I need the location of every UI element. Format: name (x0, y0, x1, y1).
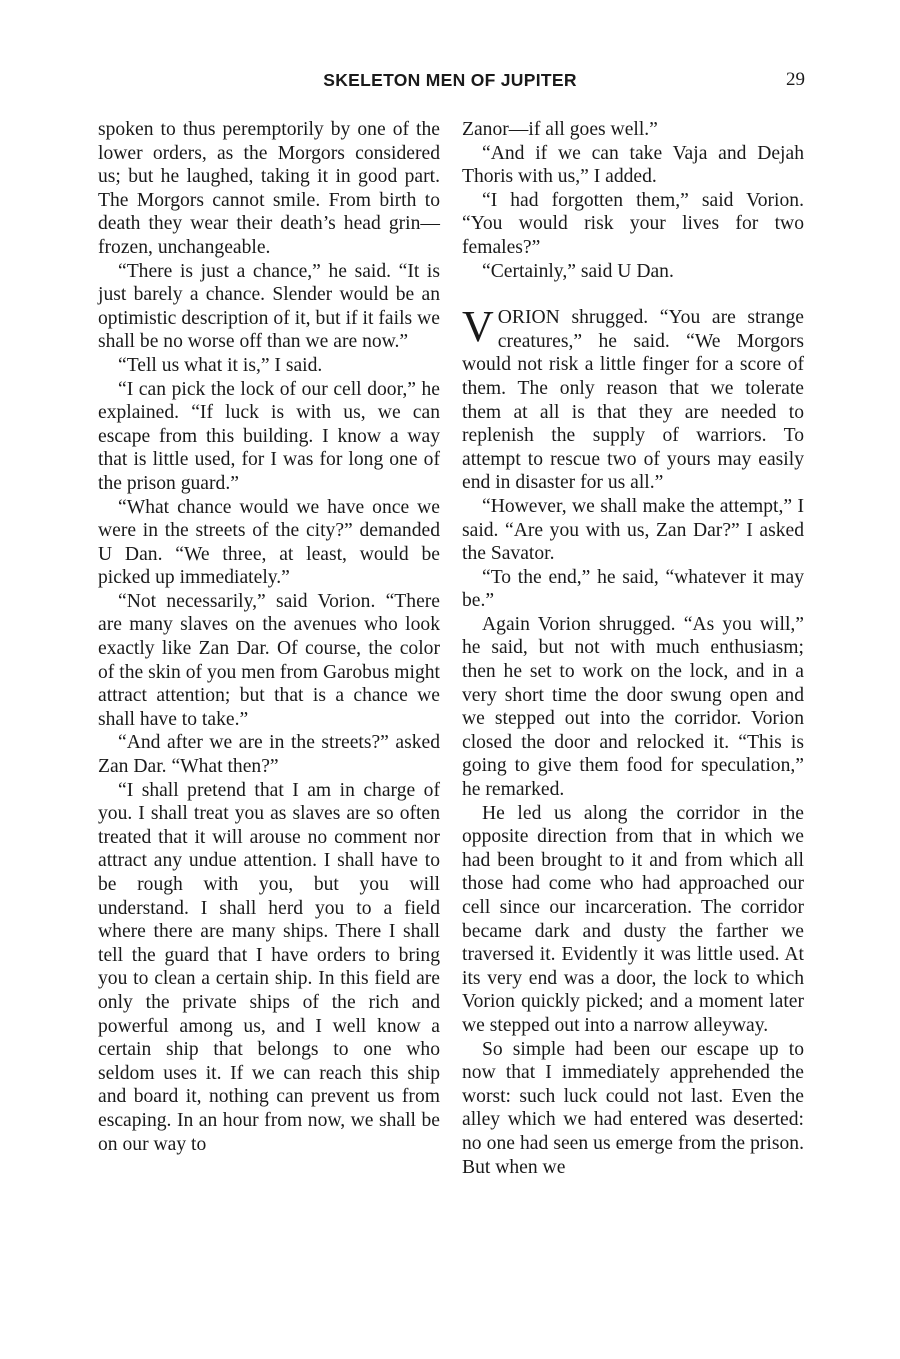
running-header-title: SKELETON MEN OF JUPITER (323, 70, 577, 90)
paragraph: He led us along the corridor in the opposite direction from that in which we had been brought to it and from which all those had come who had approached our cell since our incarceration. The corridor became dark and dusty the farther we traversed it. Evidently it was little used. At its very end was a door, the lock to which Vorion quickly picked; and a moment later we stepped out into a narrow alleyway. (462, 802, 804, 1036)
paragraph: “I had forgotten them,” said Vorion. “You would risk your lives for two females?” (462, 189, 804, 258)
section-opening-paragraph (462, 302, 804, 495)
paragraph: “And if we can take Vaja and Dejah Thoris with us,” I added. (462, 142, 804, 188)
drop-cap: V (462, 302, 494, 352)
paragraph: Again Vorion shrugged. “As you will,” he said, but not with much enthusiasm; then he set to work on the lock, and in a very short time the door swung open and we stepped out into the corridor. Vorion closed the door and relocked it. “This is going to give them food for speculation,” he remarked. (462, 613, 804, 801)
paragraph: So simple had been our escape up to now that I immediately apprehended the worst: such luck could not last. Even the alley which we had entered was deserted: no one had seen us emerge from the prison. But when we (462, 1038, 804, 1178)
paragraph: “However, we shall make the attempt,” I said. “Are you with us, Zan Dar?” I asked the Savator. (462, 495, 804, 565)
paragraph: “Certainly,” said U Dan. (482, 260, 674, 282)
paragraph: “I can pick the lock of our cell door,” he explained. “If luck is with us, we can escape from this building. I know a way that is little used, for I was for long one of the prison guard.” (98, 378, 440, 494)
paragraph: “I shall pretend that I am in charge of you. I shall treat you as slaves are so often treated that it will arouse no comment nor attract any undue attention. I shall have to be rough with you, but you will understand. I shall herd you to a field where there are many ships. There I shall tell the guard that I have orders to bring you to clean a certain ship. In this field are only the private ships of the rich and powerful among us, and I well know a certain ship that belongs to one who seldom uses it. If we can reach this ship and board it, nothing can prevent us from escaping. In an hour from now, we shall be on our way to (98, 779, 440, 1155)
left-column (98, 118, 440, 1156)
paragraph: “And after we are in the streets?” asked Zan Dar. “What then?” (98, 732, 440, 778)
section-opening-text: ORION shrugged. “You are strange creatures,” he said. “We Morgors would not risk a little finger for a score of them. The only reason that we tolerate them at all is that they are needed to replenish the supply of warriors. To attempt to rescue two of yours may easily end in disaster for us all.” (462, 307, 804, 494)
page-number: 29 (786, 69, 805, 90)
paragraph: “There is just a chance,” he said. “It is just barely a chance. Slender would be an optimistic description of it, but if it fails we shall be no worse off than we are now.” (98, 260, 440, 353)
right-column (462, 118, 804, 1179)
paragraph: “Not necessarily,” said Vorion. “There are many slaves on the avenues who look exactly like Zan Dar. Of course, the color of the skin of you men from Garobus might attract attention; but that is a chance we shall have to take.” (98, 590, 440, 730)
paragraph: “Tell us what it is,” I said. (118, 354, 323, 376)
paragraph: “What chance would we have once we were in the streets of the city?” demanded U Dan. “We three, at least, would be picked up immediately.” (98, 496, 440, 589)
paragraph: Zanor—if all goes well.” (462, 119, 658, 140)
paragraph: spoken to thus peremptorily by one of the lower orders, as the Morgors considered us; but he laughed, taking it in good part. The Morgors cannot smile. From birth to death they wear their death’s head grin—frozen, unchangeable. (98, 119, 440, 258)
paragraph: “To the end,” he said, “whatever it may be.” (462, 566, 804, 612)
